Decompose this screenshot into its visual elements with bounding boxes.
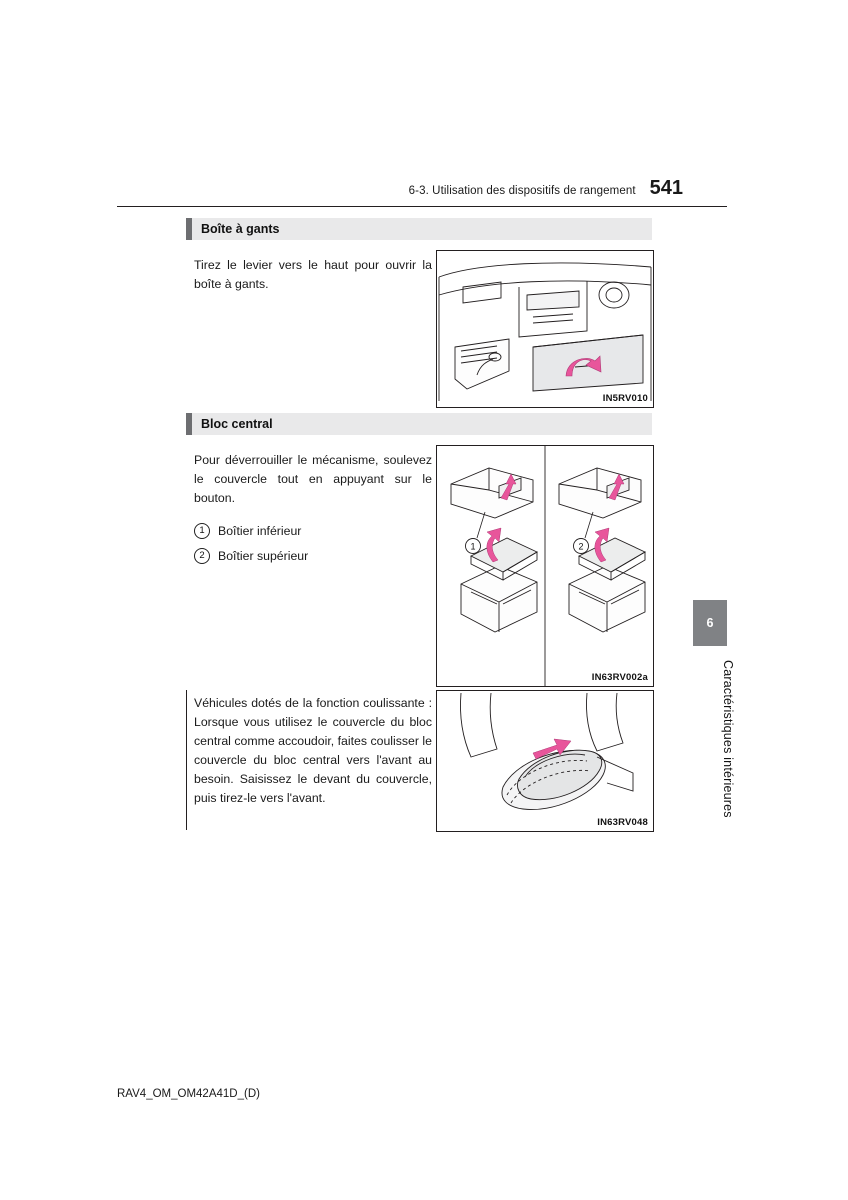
section-glovebox (186, 218, 652, 410)
list-item-number: 2 (194, 548, 210, 564)
sliding-text: Véhicules dotés de la fonction coulissante : Lorsque vous utilisez le couvercle du bloc central comme accoudoir, faites coulisser le couvercle du bloc central vers l'avant au besoin. Saisissez le devant du couvercle, puis tirez-le vers l'avant. (194, 696, 432, 806)
svg-text:1: 1 (470, 541, 476, 552)
sliding-figure (436, 690, 654, 832)
page-header (117, 178, 683, 198)
glovebox-illustration (437, 251, 653, 407)
sliding-block (186, 690, 652, 840)
document-code: RAV4_OM_OM42A41D_(D) (117, 1088, 260, 1100)
page-number: 541 (649, 177, 683, 199)
section-title-console: Bloc central (201, 417, 273, 431)
svg-text:2: 2 (578, 541, 584, 552)
glovebox-figure (436, 250, 654, 408)
chapter-tab-label: Caractéristiques intérieures (721, 660, 735, 818)
callout-1 (466, 539, 481, 554)
breadcrumb: 6-3. Utilisation des dispositifs de rangement (408, 185, 636, 197)
list-item (194, 523, 432, 539)
chapter-tab-number: 6 (706, 616, 714, 630)
figure-code-glovebox: IN5RV010 (602, 393, 648, 404)
console-item-list (194, 523, 432, 573)
callout-2 (574, 539, 589, 554)
list-item-label: Boîtier inférieur (218, 524, 302, 538)
figure-code-console: IN63RV002a (591, 672, 648, 683)
figure-code-sliding: IN63RV048 (597, 817, 648, 828)
console-block (186, 445, 652, 695)
section-console (186, 413, 652, 695)
sliding-illustration (437, 691, 653, 831)
section-sliding (186, 690, 652, 840)
list-item-label: Boîtier supérieur (218, 549, 309, 563)
section-tick (186, 218, 192, 240)
list-item (194, 548, 432, 564)
glovebox-block (186, 250, 652, 410)
section-title-bar-glovebox (186, 218, 652, 240)
header-rule (117, 206, 727, 207)
console-figure (436, 445, 654, 687)
glovebox-text: Tirez le levier vers le haut pour ouvrir la boîte à gants. (194, 258, 432, 292)
section-tick (186, 413, 192, 435)
console-illustration (437, 446, 653, 686)
chapter-tab (693, 600, 727, 646)
section-title-glovebox: Boîte à gants (201, 222, 280, 236)
console-text: Pour déverrouiller le mécanisme, soulevez le couvercle tout en appuyant sur le bouton. (194, 453, 432, 506)
section-title-bar-console (186, 413, 652, 435)
list-item-number: 1 (194, 523, 210, 539)
